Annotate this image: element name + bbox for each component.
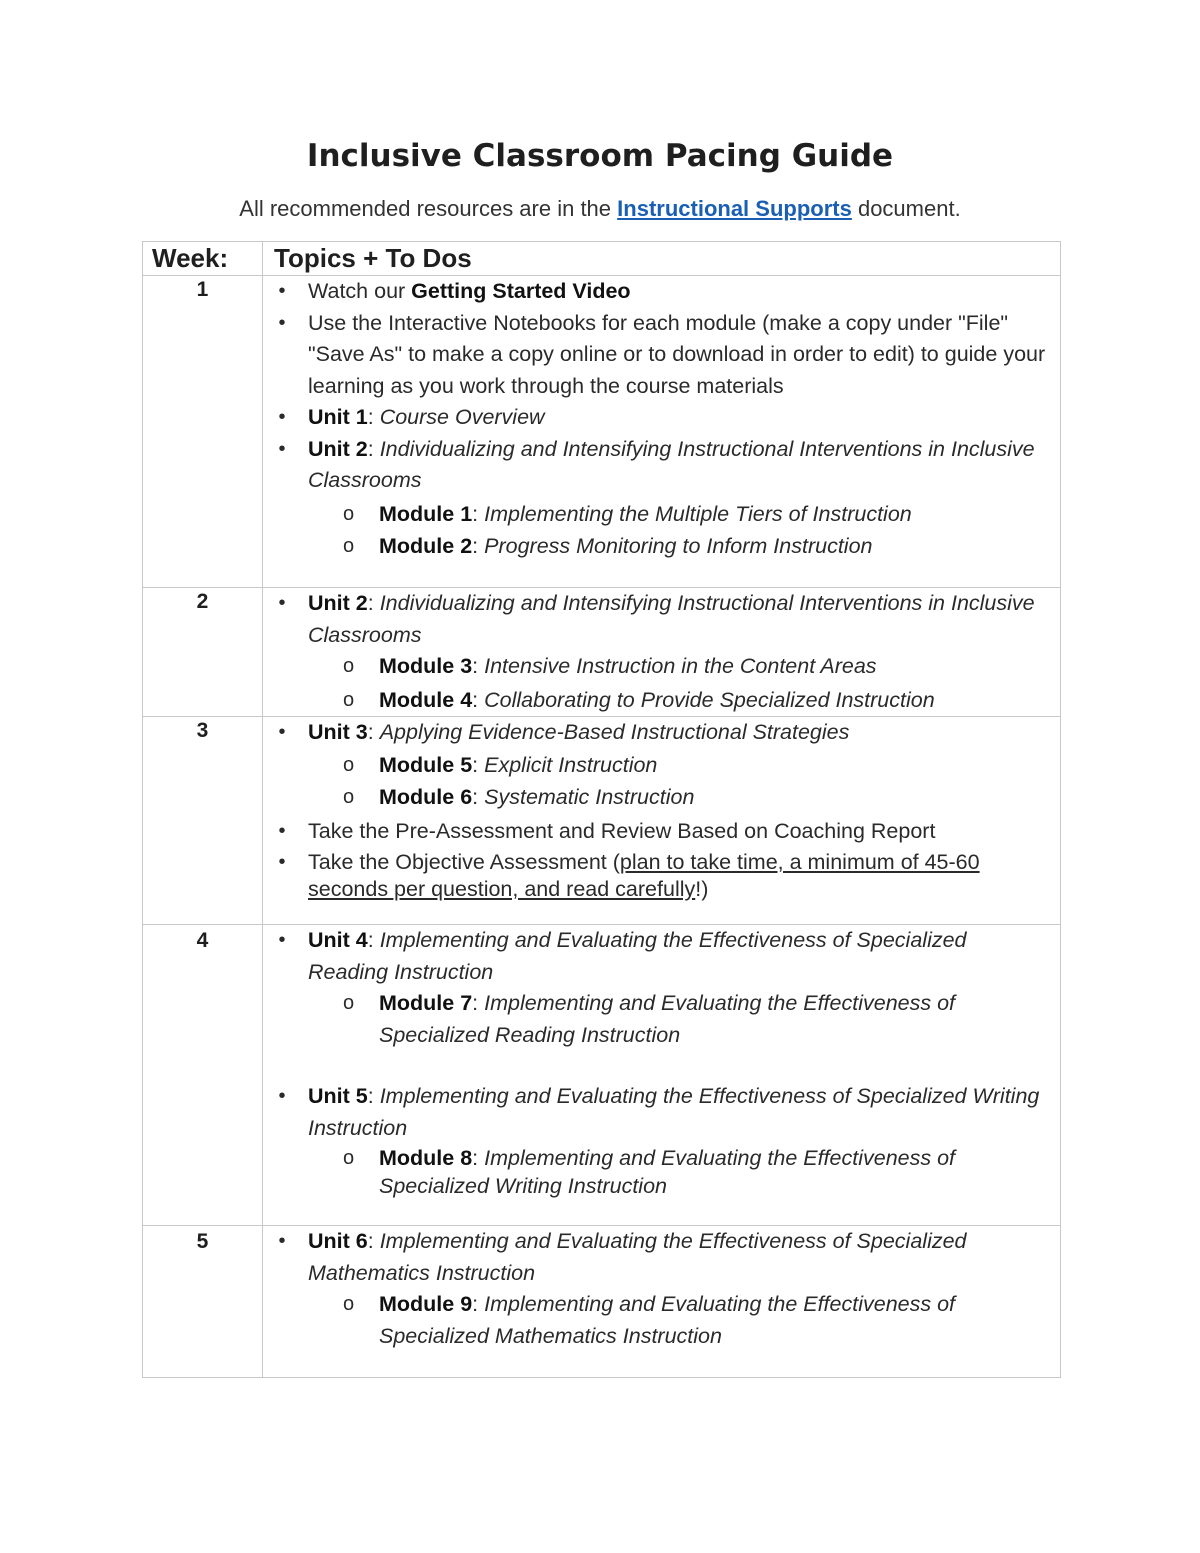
circle-bullet-icon: o bbox=[343, 502, 355, 525]
bullet-icon: • bbox=[278, 437, 286, 460]
list-item: • Unit 4: Implementing and Evaluating the Effectiveness of Specialized Reading Instruction bbox=[263, 925, 1060, 988]
sub-list-item: o Module 5: Explicit Instruction bbox=[263, 750, 1060, 782]
week-number: 2 bbox=[143, 588, 263, 717]
topics-cell bbox=[263, 1226, 1061, 1378]
topics-cell bbox=[263, 276, 1061, 588]
list-item: • Take the Objective Assessment (plan to take time, a minimum of 45-60 seconds per question, and read carefully!) bbox=[263, 849, 1060, 903]
list-item: • Take the Pre-Assessment and Review Based on Coaching Report bbox=[263, 816, 1060, 848]
bullet-icon: • bbox=[278, 721, 286, 743]
sub-list-item: o Module 6: Systematic Instruction bbox=[263, 782, 1060, 814]
bullet-icon: • bbox=[278, 1230, 286, 1252]
circle-bullet-icon: o bbox=[343, 655, 355, 677]
list-item: • Unit 2: Individualizing and Intensifying Instructional Interventions in Inclusive Classrooms bbox=[263, 434, 1060, 497]
bullet-icon: • bbox=[278, 592, 286, 614]
topics-cell bbox=[263, 925, 1061, 1226]
subtitle-text-pre: All recommended resources are in the bbox=[239, 196, 618, 221]
week-number: 3 bbox=[143, 717, 263, 925]
sub-list-item: o Module 4: Collaborating to Provide Specialized Instruction bbox=[263, 685, 1060, 717]
getting-started-video-label: Getting Started Video bbox=[411, 279, 631, 303]
bullet-icon: • bbox=[278, 311, 286, 334]
circle-bullet-icon: o bbox=[343, 1147, 355, 1169]
topics-cell bbox=[263, 717, 1061, 925]
sub-list-item: o Module 8: Implementing and Evaluating the Effectiveness of Specialized Writing Instruction bbox=[343, 1146, 956, 1198]
assessment-note: plan to take time, a minimum of 45-60 seconds per question, and read carefully bbox=[308, 850, 980, 901]
circle-bullet-icon: o bbox=[343, 786, 355, 808]
subtitle-text-post: document. bbox=[851, 196, 961, 221]
week-number: 1 bbox=[143, 276, 263, 588]
page-title: Inclusive Classroom Pacing Guide bbox=[306, 138, 894, 174]
instructional-supports-link[interactable]: Instructional Supports bbox=[617, 196, 852, 221]
week-number: 4 bbox=[143, 925, 263, 1226]
sub-list-item: o Module 3: Intensive Instruction in the Content Areas bbox=[263, 651, 1060, 683]
bullet-icon: • bbox=[278, 1085, 286, 1107]
circle-bullet-icon: o bbox=[343, 535, 355, 557]
sub-list-item: o Module 7: Implementing and Evaluating the Effectiveness of Specialized Reading Instruction bbox=[263, 988, 1060, 1051]
circle-bullet-icon: o bbox=[343, 753, 355, 776]
list-item: • Unit 2: Individualizing and Intensifying Instructional Interventions in Inclusive Classrooms bbox=[263, 588, 1060, 651]
pacing-table bbox=[142, 241, 1061, 1378]
bullet-icon: • bbox=[278, 406, 286, 428]
table-row bbox=[143, 925, 1061, 1226]
bullet-icon: • bbox=[278, 819, 286, 842]
bullet-icon: • bbox=[278, 851, 286, 873]
circle-bullet-icon: o bbox=[343, 688, 355, 711]
list-item: • Use the Interactive Notebooks for each module (make a copy under "File" "Save As" to make a copy online or to download in order to edit) to guide your learning as you work through the course materials bbox=[263, 308, 1060, 403]
topics-column-header: Topics + To Dos bbox=[263, 242, 1061, 276]
list-item: • Unit 6: Implementing and Evaluating the Effectiveness of Specialized Mathematics Instruction bbox=[263, 1226, 1060, 1289]
sub-list-item: o Module 2: Progress Monitoring to Inform Instruction bbox=[263, 531, 1060, 563]
subtitle bbox=[0, 196, 1200, 222]
circle-bullet-icon: o bbox=[343, 1293, 355, 1315]
week-column-header: Week: bbox=[143, 242, 263, 276]
list-item: • Unit 1: Course Overview bbox=[263, 402, 1060, 434]
sub-list-item: o Module 9: Implementing and Evaluating the Effectiveness of Specialized Mathematics Instruction bbox=[263, 1289, 1060, 1352]
topics-cell bbox=[263, 588, 1061, 717]
table-row bbox=[143, 276, 1061, 588]
list-item: • Watch our Getting Started Video bbox=[263, 276, 1060, 308]
bullet-icon: • bbox=[278, 929, 286, 951]
table-row bbox=[143, 1226, 1061, 1378]
bullet-icon: • bbox=[278, 280, 286, 302]
list-item: • Unit 5: Implementing and Evaluating the Effectiveness of Specialized Writing Instruction bbox=[263, 1081, 1060, 1144]
list-item: • Unit 3: Applying Evidence-Based Instructional Strategies bbox=[263, 717, 1060, 749]
circle-bullet-icon: o bbox=[343, 992, 355, 1014]
table-row bbox=[143, 717, 1061, 925]
week-number: 5 bbox=[143, 1226, 263, 1378]
table-row bbox=[143, 588, 1061, 717]
table-header-row bbox=[143, 242, 1061, 276]
sub-list-item: o Module 1: Implementing the Multiple Tiers of Instruction bbox=[263, 499, 1060, 531]
